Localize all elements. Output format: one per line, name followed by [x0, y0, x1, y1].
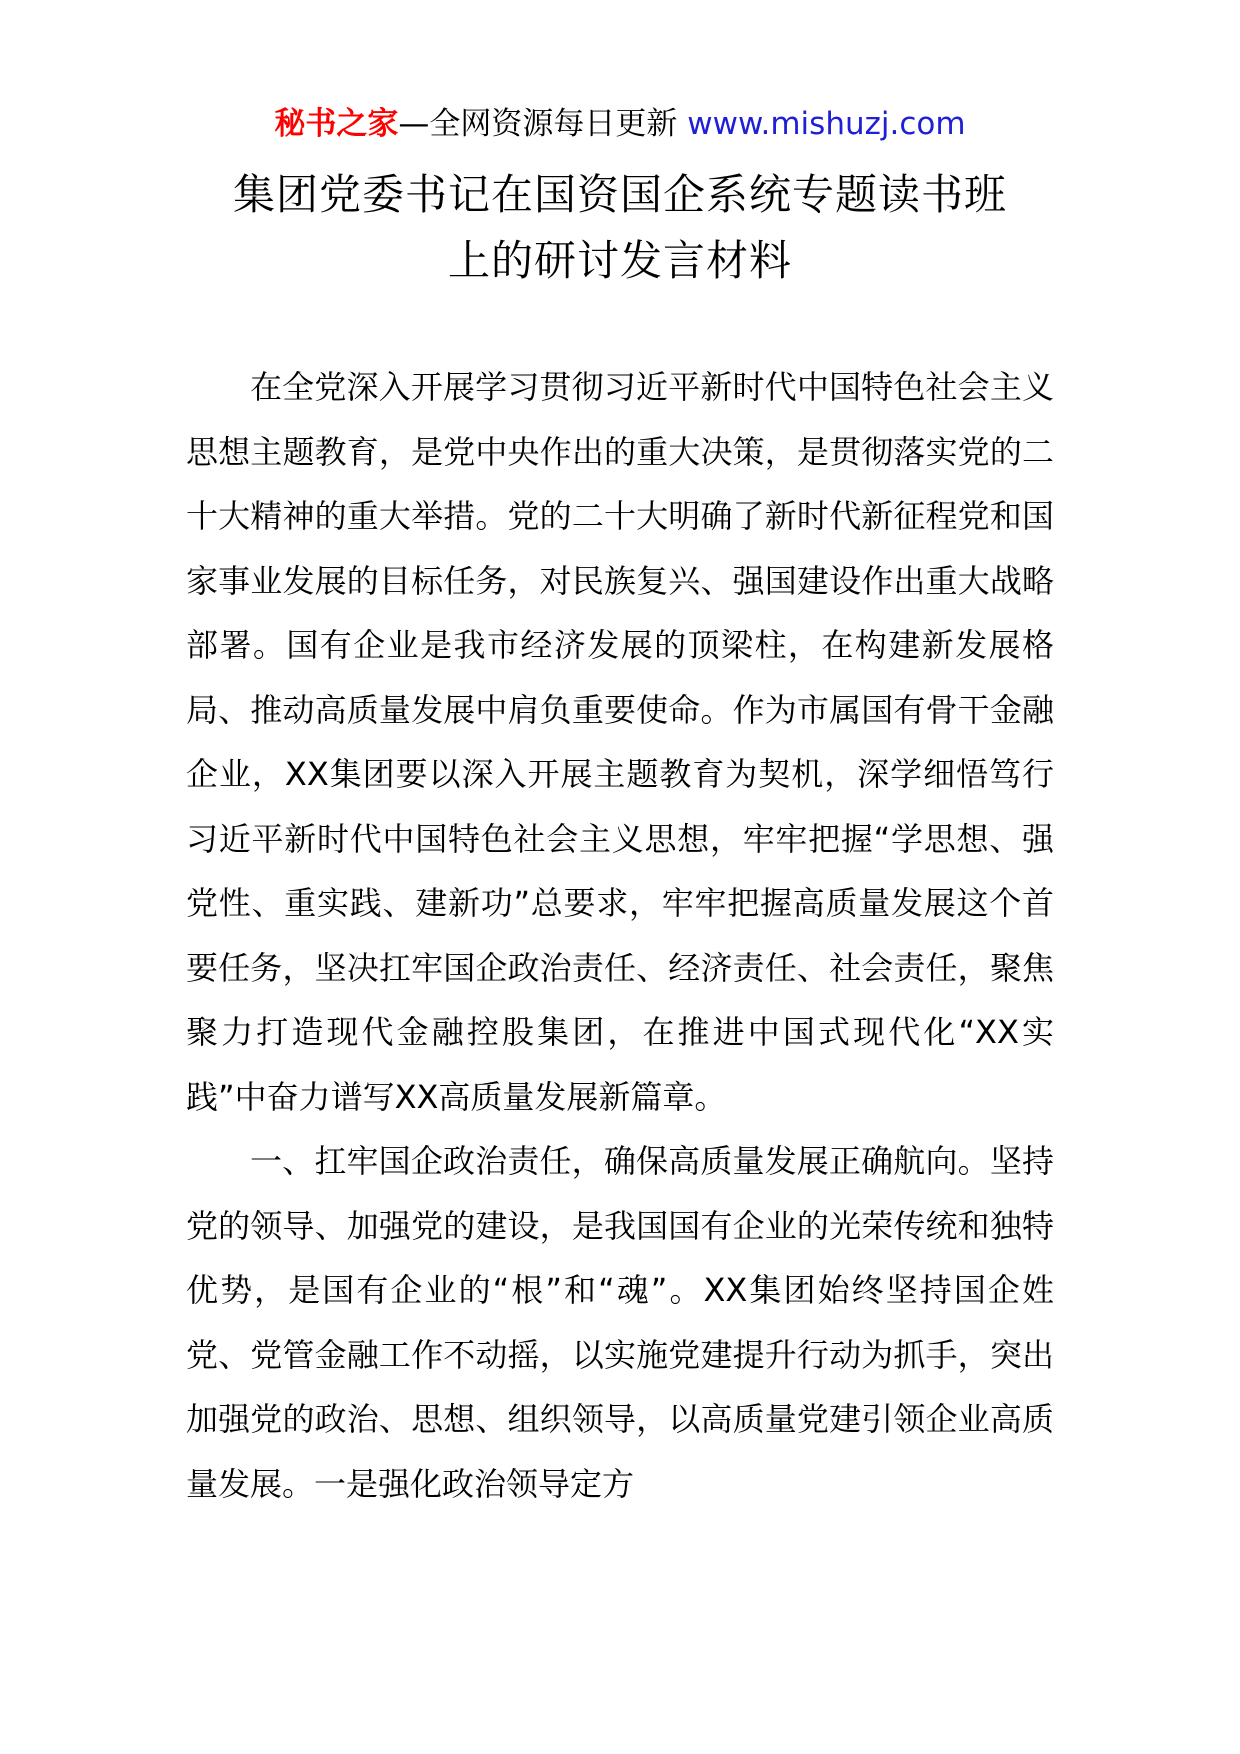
title-line-1: 集团党委书记在国资国企系统专题读书班 — [232, 170, 1007, 219]
header-brand: 秘书之家 — [274, 106, 399, 142]
document-title — [0, 162, 1240, 294]
section-1-heading: 一、扛牢国企政治责任，确保高质量发展正确航向。 — [250, 1142, 990, 1180]
section-1-body: 坚持党的领导、加强党的建设，是我国国有企业的光荣传统和独特优势，是国有企业的“根”和“魂”。XX集团始终坚持国企姓党、党管金融工作不动摇，以实施党建提升行动为抓手，突出加强党的政治、思想、组织领导，以高质量党建引领企业高质量发展。一是强化政治领导定方 — [186, 1142, 1054, 1503]
header-url[interactable]: www.mishuzj.com — [687, 106, 966, 142]
paragraph-intro: 在全党深入开展学习贯彻习近平新时代中国特色社会主义思想主题教育，是党中央作出的重大决策，是贯彻落实党的二十大精神的重大举措。党的二十大明确了新时代新征程党和国家事业发展的目标任务，对民族复兴、强国建设作出重大战略部署。国有企业是我市经济发展的顶梁柱，在构建新发展格局、推动高质量发展中肩负重要使命。作为市属国有骨干金融企业，XX集团要以深入开展主题教育为契机，深学细悟笃行习近平新时代中国特色社会主义思想，牢牢把握“学思想、强党性、重实践、建新功”总要求，牢牢把握高质量发展这个首要任务，坚决扛牢国企政治责任、经济责任、社会责任，聚焦聚力打造现代金融控股集团，在推进中国式现代化“XX实践”中奋力谱写XX高质量发展新篇章。 — [186, 368, 1054, 1116]
document-body — [186, 355, 1054, 1516]
title-line-2: 上的研讨发言材料 — [447, 236, 792, 285]
paragraph-section-1 — [186, 1129, 1054, 1516]
watermark-header — [0, 102, 1240, 146]
header-tagline: —全网资源每日更新 — [398, 106, 688, 142]
